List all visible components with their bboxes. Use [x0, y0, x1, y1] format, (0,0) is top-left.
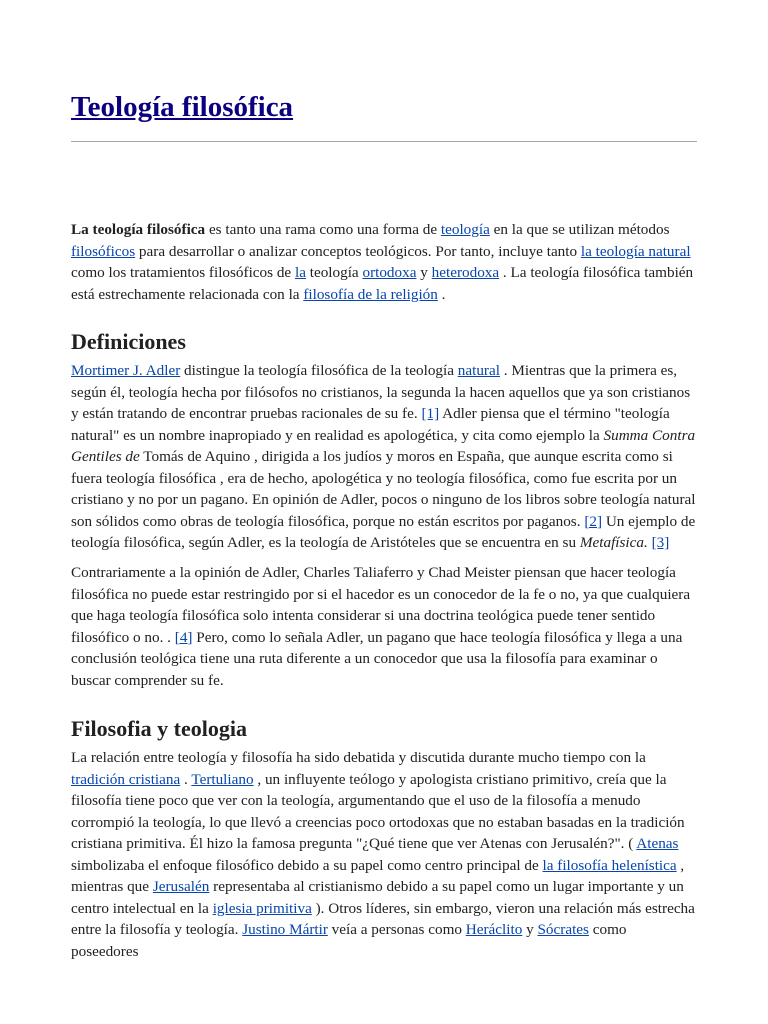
- link-justino-martir[interactable]: Justino Mártir: [242, 921, 328, 938]
- link-filosofia-helenistica[interactable]: la filosofía helenística: [542, 856, 677, 874]
- link-mortimer-adler[interactable]: Mortimer J. Adler: [71, 362, 181, 379]
- link-heterodoxa[interactable]: heterodoxa: [431, 264, 500, 281]
- reference-1[interactable]: [1]: [421, 405, 440, 422]
- link-teologia-natural[interactable]: la teología natural: [580, 242, 691, 260]
- reference-2[interactable]: [2]: [584, 512, 603, 530]
- page-title-link[interactable]: Teología filosófica: [71, 91, 294, 123]
- link-la[interactable]: la: [294, 264, 306, 281]
- title-divider: [71, 141, 697, 142]
- link-iglesia-primitiva[interactable]: iglesia primitiva: [212, 899, 312, 917]
- page-title: [71, 88, 293, 126]
- link-filosoficos[interactable]: filosóficos: [71, 242, 136, 260]
- filosofia-paragraph-1: La relación entre teología y filosofía ha sido debatida y discutida durante mucho tiempo con la tradición cristiana . Tertuliano , un influyente teólogo y apologista cristiano primitivo, creía que la filosofía tiene poco que ver con la teología, argumentando que el uso de la filosofía a menudo corrompió la teología, lo que llevó a creencias poco ortodoxas que no estaban basadas en la tradición cristiana primitiva. Él hizo la famosa pregunta "¿Qué tiene que ver Atenas con Jerusalén?". ( Atenas simbolizaba el enfoque filosófico debido a su papel como centro principal de la filosofía helenística , mientras que Jerusalén representaba al cristianismo debido a su papel como un lugar importante y un centro intelectual en la iglesia primitiva ). Otros líderes, sin embargo, vieron una relación más estrecha entre la filosofía y teología. Justino Mártir veía a personas como Heráclito y Sócrates como poseedores: [71, 749, 695, 960]
- definiciones-paragraph-2: Contrariamente a la opinión de Adler, Charles Taliaferro y Chad Meister piensan que hacer teología filosófica no puede estar restringido por si el hacedor es un conocedor de la fe o no, ya que cualquiera que haga teología filosófica solo intenta considerar si una doctrina teológica puede tener sentido filosófico o no. . [4] Pero, como lo señala Adler, un pagano que hace teología filosófica y llega a una conclusión teológica tiene una ruta diferente a un conocedor que usa la filosofía para examinar o buscar comprender su fe.: [71, 564, 691, 689]
- link-filosofia-religion[interactable]: filosofía de la religión: [303, 285, 438, 303]
- link-ortodoxa[interactable]: ortodoxa: [362, 264, 417, 281]
- link-jerusalen[interactable]: Jerusalén: [152, 878, 210, 895]
- definiciones-paragraph-1: Mortimer J. Adler distingue la teología filosófica de la teología natural . Mientras que la primera es, según él, teología hecha por filósofos no cristianos, la segunda la hacen aquellos que ya son cristianos y están tratando de encontrar pruebas racionales de su fe. [1] Adler piensa que el término "teología natural" es un nombre inapropiado y en realidad es apologética, y cita como ejemplo la Summa Contra Gentiles de Tomás de Aquino , dirigida a los judíos y moros en España, que aunque escrita como si fuera teología filosófica , era de hecho, apologética y no teología filosófica, como fue escrita por un cristiano y no por un pagano. En opinión de Adler, pocos o ninguno de los libros sobre teología natural son sólidos como obras de teología filosófica, porque no están escritos por paganos. [2] Un ejemplo de teología filosófica, según Adler, es la teología de Aristóteles que se encuentra en su Metafísica. [3]: [71, 362, 696, 551]
- heading-definiciones: Definiciones: [71, 329, 186, 354]
- link-atenas[interactable]: Atenas: [636, 835, 679, 852]
- link-heraclito[interactable]: Heráclito: [465, 921, 523, 938]
- reference-4[interactable]: [4]: [174, 628, 193, 646]
- heading-filosofia-teologia: Filosofia y teologia: [71, 716, 247, 741]
- link-tertuliano[interactable]: Tertuliano: [191, 770, 254, 788]
- intro-bold-term: La teología filosófica: [71, 221, 206, 238]
- intro-paragraph: La teología filosófica es tanto una rama como una forma de teología en la que se utilizan métodos filosóficos para desarrollar o analizar conceptos teológicos. Por tanto, incluye tanto la teología natural como los tratamientos filosóficos de la teología ortodoxa y heterodoxa . La teología filosófica también está estrechamente relacionada con la filosofía de la religión .: [71, 221, 694, 303]
- link-socrates[interactable]: Sócrates: [537, 921, 589, 938]
- link-teologia[interactable]: teología: [440, 221, 490, 238]
- reference-3[interactable]: [3]: [651, 534, 670, 551]
- link-tradicion-cristiana[interactable]: tradición cristiana: [71, 770, 181, 788]
- link-natural[interactable]: natural: [457, 362, 500, 379]
